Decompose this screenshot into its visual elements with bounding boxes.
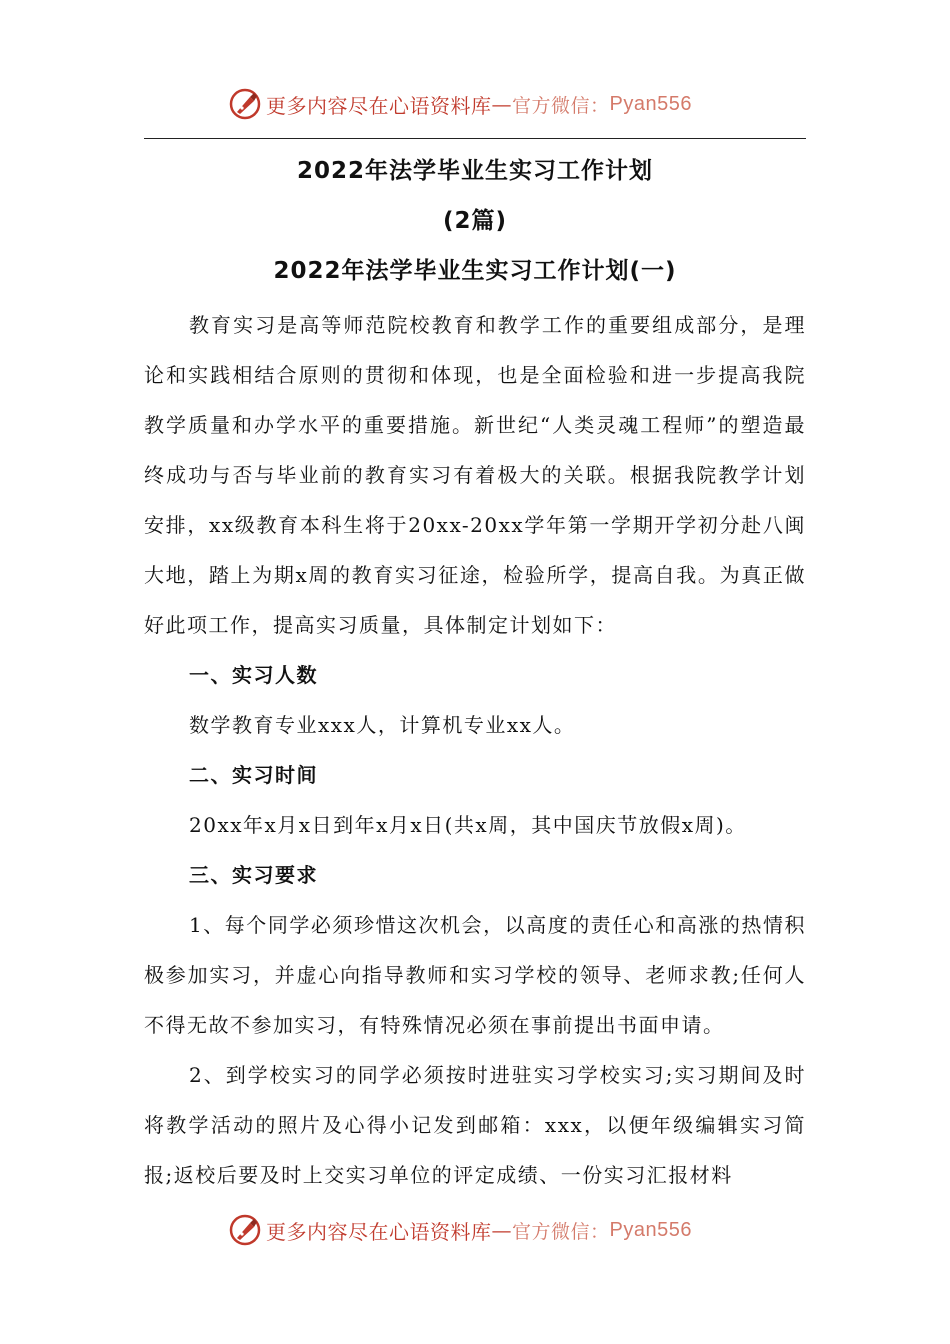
watermark-dash: — <box>491 92 512 116</box>
header-divider <box>144 138 806 139</box>
watermark-brand: 更多内容尽在心语资料库 <box>266 1219 492 1244</box>
watermark-wechat-id: Pyan556 <box>609 92 692 115</box>
footer-watermark <box>228 1210 748 1250</box>
requirement-item-2: 2、到学校实习的同学必须按时进驻实习学校实习;实习期间及时将教学活动的照片及心得小记发到邮箱：xxx，以便年级编辑实习简报;返校后要及时上交实习单位的评定成绩、一份实习汇报材料 <box>144 1063 806 1187</box>
document-count: (2篇) <box>442 208 508 234</box>
heading-requirements: 三、实习要求 <box>189 863 318 887</box>
heading-time: 二、实习时间 <box>189 763 318 787</box>
heading-participants: 一、实习人数 <box>189 663 318 687</box>
time-paragraph: 20xx年x月x日到年x月x日(共x周，其中国庆节放假x周)。 <box>189 813 747 837</box>
watermark-brand: 更多内容尽在心语资料库 <box>266 93 492 118</box>
watermark-dash: — <box>491 1218 512 1242</box>
document-title: 2022年法学毕业生实习工作计划 <box>296 158 653 184</box>
document-body <box>144 300 806 1200</box>
intro-paragraph: 教育实习是高等师范院校教育和教学工作的重要组成部分，是理论和实践相结合原则的贯彻和体现，也是全面检验和进一步提高我院教学质量和办学水平的重要措施。新世纪“人类灵魂工程师”的塑造最终成功与否与毕业前的教育实习有着极大的关联。根据我院教学计划安排，xx级教育本科生将于20xx-20xx学年第一学期开学初分赴八闽大地，踏上为期x周的教育实习征途，检验所学，提高自我。为真正做好此项工作，提高实习质量，具体制定计划如下： <box>144 313 806 637</box>
watermark-wechat-label: 官方微信： <box>512 1220 610 1243</box>
watermark-wechat-id: Pyan556 <box>609 1218 692 1241</box>
watermark-wechat-label: 官方微信： <box>512 94 610 117</box>
participants-paragraph: 数学教育专业xxx人，计算机专业xx人。 <box>189 713 576 737</box>
section-title: 2022年法学毕业生实习工作计划(一) <box>273 258 677 284</box>
header-watermark <box>228 84 748 124</box>
requirement-item-1: 1、每个同学必须珍惜这次机会，以高度的责任心和高涨的热情积极参加实习，并虚心向指导教师和实习学校的领导、老师求教;任何人不得无故不参加实习，有特殊情况必须在事前提出书面申请。 <box>144 913 806 1037</box>
pen-nib-logo-icon <box>228 1213 262 1247</box>
pen-nib-logo-icon <box>228 87 262 121</box>
